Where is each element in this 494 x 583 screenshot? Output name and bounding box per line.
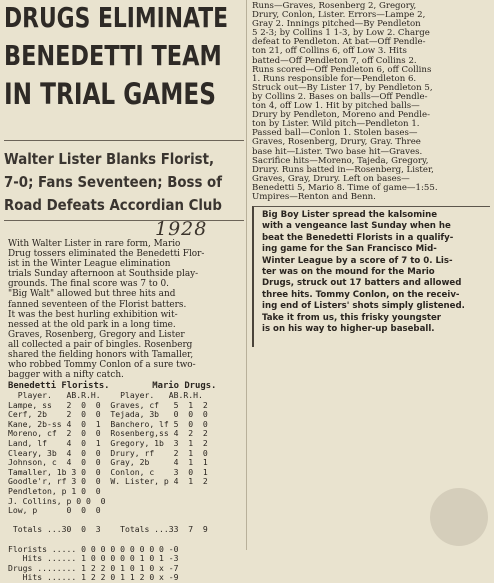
summary-line: defeat to Pendleton. At bat—Off Pendle- [252,37,426,48]
summary-line: Runs scored—Off Pendleton 6, off Collins [252,64,432,75]
story-line: grounds. The final score was 7 to 0. [8,279,169,290]
summary-line: ton 21, off Collins 6, off Low 3. Hits [252,46,407,57]
story-line: ist in the Winter League elimination [8,259,171,270]
handwritten-date: 1928 [155,218,208,240]
headline-line-3: IN TRIAL GAMES [4,77,216,111]
summary-line: Benedetti 5, Mario 8. Time of game—1:55. [252,182,438,193]
story-line: Drug tossers eliminated the Benedetti Flor- [8,249,205,260]
story-line: who robbed Tommy Conlon of a sure two- [8,360,196,371]
box-score [8,391,208,583]
subheadline-line-2: 7-0; Fans Seventeen; Boss of [4,173,223,191]
linescore-row: Drugs ........ 1 2 2 0 1 0 1 0 x -7 [8,562,179,573]
subhead-rule [4,220,244,221]
story-text [8,239,204,380]
game-summary [252,2,438,202]
summary-line: ton by Lister. Wild pitch—Pendleton 1. [252,119,420,130]
summary-line: 5 2-3; by Collins 1 1-3, by Low 2. Charge [252,28,430,39]
summary-line: by Collins 2. Bases on balls—Off Pendle- [252,91,428,102]
summary-line: Runs—Graves, Rosenberg 2, Gregory, [252,1,417,11]
box-row: Low, p 0 0 0 [8,505,101,516]
box-row: Tamaller, 1b 3 0 0 Conlon, c 3 0 1 [8,466,208,477]
story-line: It was the best hurling exhibition wit- [8,309,178,320]
headline-line-2: BENEDETTI TEAM [4,39,222,72]
headline-line-1: DRUGS ELIMINATE [4,1,229,34]
boxed-line: Big Boy Lister spread the kalsomine [262,210,438,220]
box-row: Land, lf 4 0 1 Gregory, 1b 3 1 2 [8,437,208,448]
subheadline [4,148,223,217]
summary-line: batted—Off Pendleton 7, off Collins 2. [252,55,417,66]
story-line: Graves, Rosenberg, Gregory and Lister [8,329,185,340]
story-line: "Big Walt" allowed but three hits and [8,289,176,300]
box-totals: Totals ...30 0 3 Totals ...33 7 9 [8,524,208,535]
story-line: all collected a pair of bingles. Rosenberg [8,339,193,350]
story-line: shared the fielding honors with Tamaller, [8,350,194,361]
box-row: J. Collins, p 0 0 0 [8,495,106,506]
box-row: Goodle'r, rf 3 0 0 W. Lister, p 4 1 2 [8,476,208,487]
column-divider [246,0,247,550]
story-line: trials Sunday afternoon at Southside play- [8,269,199,280]
summary-line: Graves, Gray, Drury. Left on bases— [252,173,410,184]
box-row: Player. AB.R.H. Player. AB.R.H. [8,390,203,400]
linescore-row: Hits ...... 1 0 0 0 0 0 1 0 1 -3 [8,553,179,564]
subheadline-line-1: Walter Lister Blanks Florist, [4,150,215,168]
boxed-line: Take it from us, this frisky youngster [262,312,442,323]
box-row: Kane, 2b-ss 4 0 1 Banchero, lf 5 0 0 [8,418,208,429]
headline [4,1,244,119]
box-row: Pendleton, p 1 0 0 [8,485,101,496]
story-line: With Walter Lister in rare form, Mario [8,239,181,249]
boxed-line: beat the Benedetti Florists in a qualify- [262,232,454,243]
summary-line: Gray 2. Innings pitched—By Pendleton [252,19,421,30]
summary-line: ton 4, off Low 1. Hit by pitched balls— [252,101,420,112]
summary-line: Drury by Pendleton, Moreno and Pendle- [252,110,431,121]
box-row: Cleary, 3b 4 0 0 Drury, rf 2 1 0 [8,447,208,458]
box-row: Johnson, c 4 0 0 Gray, 2b 4 1 1 [8,457,208,468]
boxed-line: ter was on the mound for the Mario [262,267,435,278]
boxed-line: Drugs, struck out 17 batters and allowed [262,278,462,289]
summary-line: Drury, Conlon, Lister. Errors—Lampe 2, [252,10,426,21]
linescore-row: Hits ...... 1 2 2 0 1 1 2 0 x -9 [8,572,179,583]
summary-line: Sacrifice hits—Moreno, Tajeda, Gregory, [252,155,429,166]
summary-line: base hit—Lister. Two base hit—Graves. [252,146,423,157]
boxed-line: with a vengeance last Sunday when he [262,221,451,232]
headline-rule [4,140,244,141]
boxed-line: is on his way to higher-up baseball. [262,324,435,335]
summary-line: Graves, Rosenberg, Drury, Gray. Three [252,137,421,148]
story-line: bagger with a nifty catch. [8,370,124,381]
summary-line: Drury. Runs batted in—Rosenberg, Lister, [252,164,434,175]
boxed-line: ing game for the San Francisco Mid- [262,244,437,255]
story-line: fanned seventeen of the Florist batters. [8,299,187,310]
summary-line: Struck out—By Lister 17, by Pendleton 5, [252,82,433,93]
summary-line: 1. Runs responsible for—Pendleton 6. [252,73,417,84]
subheadline-line-3: Road Defeats Accordian Club [4,196,222,214]
story-line: nessed at the old park in a long time. [8,319,176,330]
summary-line: Umpires—Renton and Benn. [252,191,376,202]
box-score-header: Benedetti Florists. Mario Drugs. [8,381,217,391]
boxed-line: ing end of Listers' shots simply glistened. [262,301,465,312]
linescore-row: Florists ..... 0 0 0 0 0 0 0 0 0 -0 [8,543,179,554]
boxed-line: three hits. Tommy Conlon, on the receiv- [262,289,460,300]
box-row: Lampe, ss 2 0 0 Graves, cf 5 1 2 [8,399,208,410]
box-row: Cerf, 2b 2 0 0 Tejada, 3b 0 0 0 [8,409,208,420]
boxed-note [262,210,486,335]
boxed-line: Winter League by a score of 7 to 0. Lis- [262,255,453,266]
watermark-seal [430,488,488,546]
summary-line: Passed ball—Conlon 1. Stolen bases— [252,128,418,139]
box-row: Moreno, cf 2 0 0 Rosenberg,ss 4 2 2 [8,428,208,439]
